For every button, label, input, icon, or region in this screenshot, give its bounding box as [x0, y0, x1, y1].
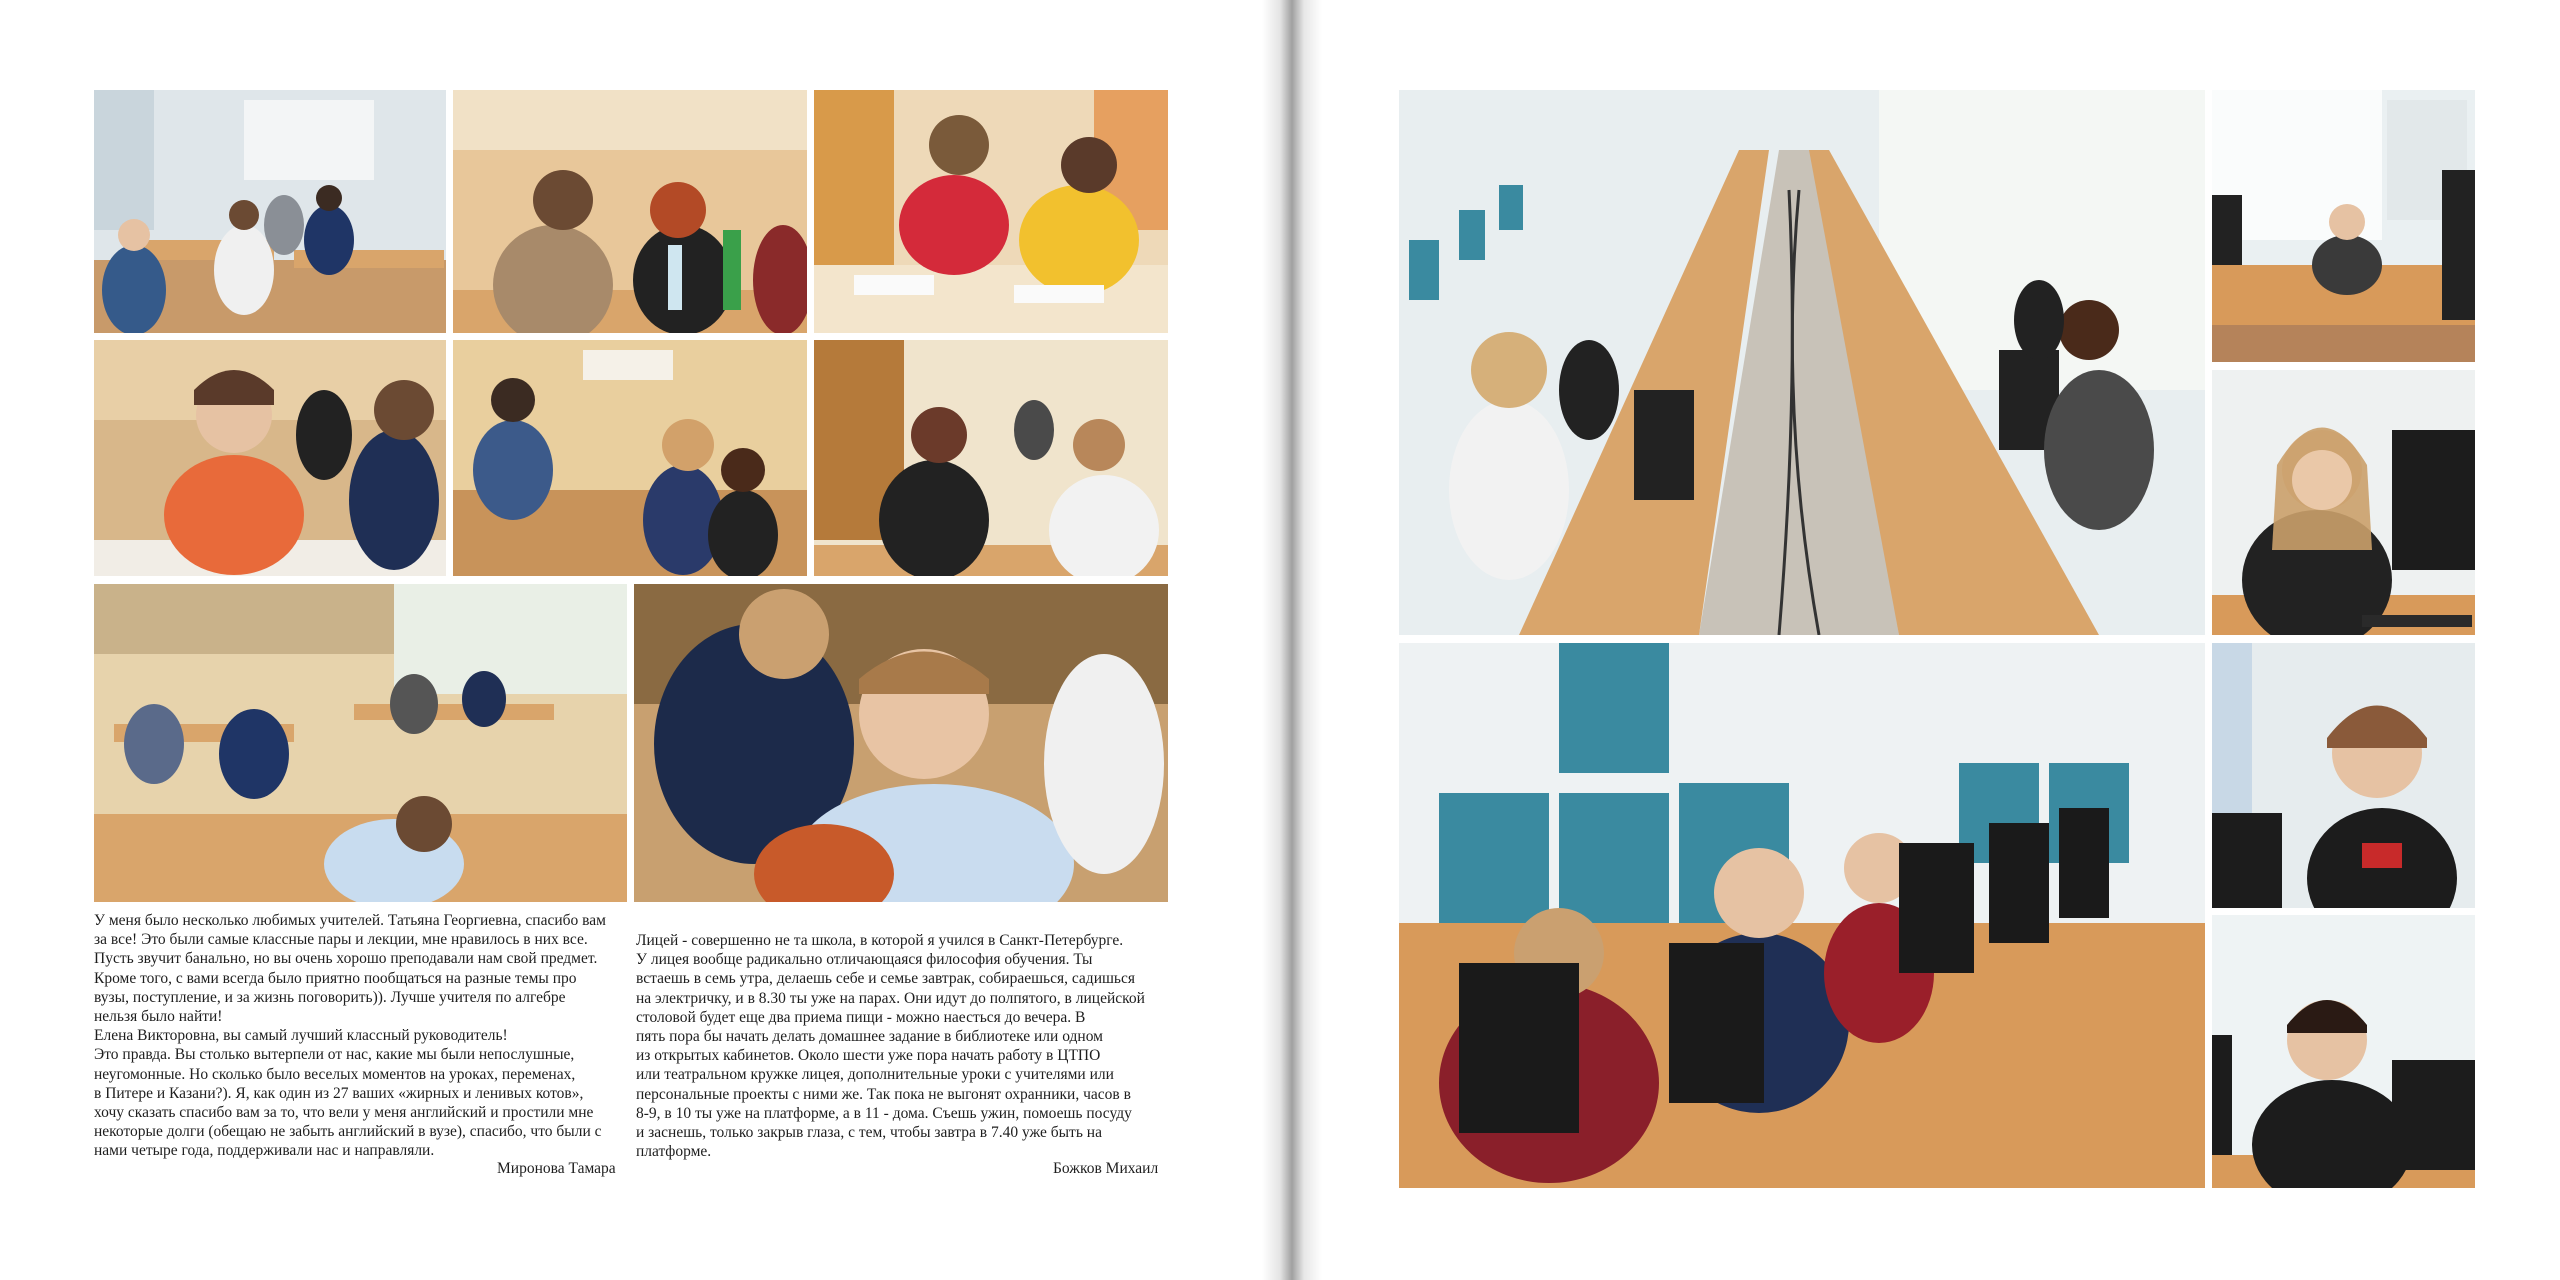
classroom-rows-photo	[94, 584, 627, 902]
3d-printers-lab-photo	[1399, 643, 2205, 1188]
computer-lab-wide-photo	[1399, 90, 2205, 635]
book-spine	[1262, 0, 1322, 1280]
teacher-whiteboard-photo	[2212, 90, 2475, 362]
students-writing-photo	[453, 90, 807, 333]
girl-computer-photo	[2212, 370, 2475, 635]
classroom-wide-photo	[94, 90, 446, 333]
memoir-text-column-2	[636, 931, 1176, 1161]
girl-floral-photo	[814, 340, 1168, 576]
boy-orange-shirt-photo	[94, 340, 446, 576]
memoir-text-1: У меня было несколько любимых учителей. Татьяна Георгиевна, спасибо вам за все! Это были самые классные пары и лекции, мне нравилось в них все. Пусть звучит банально, но вы очень хорошо преподавали нам свой предмет. Кроме того, с вами всегда было приятно пообщаться на разные темы про вузы, поступление, и за жизнь поговорить)). Лучше учителя по алгебре нельзя было найти! Елена Викторовна, вы самый лучший классный руководитель! Это правда. Вы столько вытерпели от нас, какие мы были непослушные, неугомонные. Но сколько было веселых моментов на уроках, переменах, в Питере и Казани?). Я, как один из 27 ваших «жирных и ленивых котов», хочу сказать спасибо вам за то, что вели у меня английский и простили мне некоторые долги (обещаю не забыть английский в вузе), спасибо, что были с нами четыре года, поддерживали нас и направляли.	[94, 912, 606, 1160]
signature-2: Божков Михаил	[1053, 1160, 1159, 1177]
memoir-text-2: Лицей - совершенно не та школа, в которой я учился в Санкт-Петербурге. У лицея вообще радикально отличающаяся философия обучения. Ты встаешь в семь утра, делаешь себе и семье завтрак, собираешься, садишься на электричку, и в 8.30 ты уже на парах. Они идут до полпятого, в лицейской столовой будет еще два приема пищи - можно наесться до вечера. В пять пора бы начать делать домашнее задание в библиотеке или одном из открытых кабинетов. Около шести уже пора начать работу в ЦТПО или театральном кружке лицея, дополнительные уроки с учителями или персональные проекты с ними же. Так пока не выгонят охранники, часов в 8-9, в 10 ты уже на платформе, а в 11 - дома. Съешь ужин, помоешь посуду и заснешь, только закрыв глаза, с тем, чтобы завтра в 7.40 уже быть на платформе.	[636, 932, 1145, 1161]
students-red-yellow-photo	[814, 90, 1168, 333]
signature-1: Миронова Тамара	[497, 1160, 616, 1177]
memoir-text-column-1	[94, 911, 634, 1161]
boy-glasses-closeup-photo	[634, 584, 1168, 902]
boy-black-tshirt-photo	[2212, 643, 2475, 908]
boy-smiling-computer-photo	[2212, 915, 2475, 1188]
students-glasses-photo	[453, 340, 807, 576]
